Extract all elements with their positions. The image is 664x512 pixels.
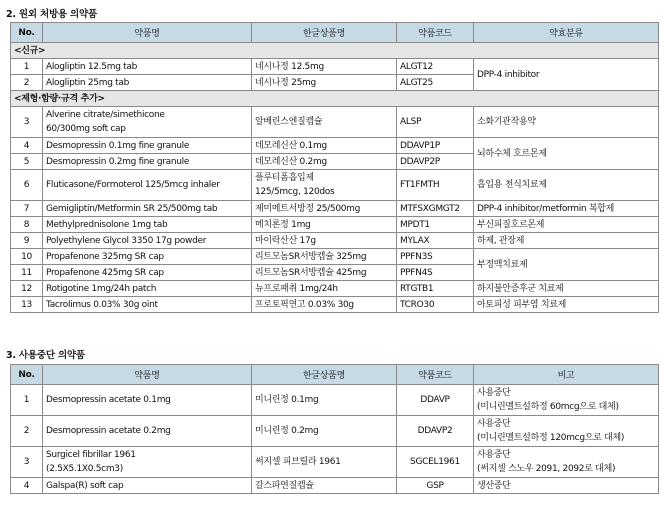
row-no: 1 (11, 385, 43, 416)
row-class: 부신피질호르몬제 (474, 217, 659, 233)
row-korean-name: 네시나정 12.5mg (252, 59, 397, 75)
row-note (474, 416, 659, 447)
row-drug-name (43, 107, 252, 138)
row-drug-code: TCRO30 (397, 297, 474, 313)
row-drug-code: SGCEL1961 (397, 447, 474, 478)
row-drug-code: MTFSXGMGT2 (397, 201, 474, 217)
row-no: 3 (11, 107, 43, 138)
row-class: 아토피성 피부염 치료제 (474, 297, 659, 313)
row-drug-name-line1: Surgicel fibrillar 1961 (46, 450, 136, 460)
table-header-row (11, 365, 659, 385)
section-title-discontinued: 3. 사용중단 의약품 (6, 350, 85, 361)
row-drug-code: ALGT25 (397, 75, 474, 91)
col-header-no: No. (11, 365, 43, 385)
table-row (11, 249, 659, 265)
col-header-no: No. (11, 23, 43, 43)
row-korean-name: 메치론정 1mg (252, 217, 397, 233)
col-header-drug-name: 약품명 (43, 365, 252, 385)
row-note-line2: (미니린멜트설하정 120mcg으로 대체) (477, 433, 625, 443)
row-drug-name: Propafenone 325mg SR cap (43, 249, 252, 265)
row-korean-name: 미니린정 0.1mg (252, 385, 397, 416)
row-korean-name: 데모레신산 0.2mg (252, 154, 397, 170)
row-korean-name: 네시나정 25mg (252, 75, 397, 91)
row-no: 4 (11, 138, 43, 154)
row-korean-name: 리트모놈SR서방캡슐 425mg (252, 265, 397, 281)
table-row (11, 217, 659, 233)
row-class: DPP-4 inhibitor/metformin 복합제 (474, 201, 659, 217)
row-korean-name: 갈스파연질캡슐 (252, 478, 397, 494)
row-drug-code: DDAVP2 (397, 416, 474, 447)
row-drug-code: DDAVP1P (397, 138, 474, 154)
row-note: 생산중단 (474, 478, 659, 494)
row-class: 부정맥치료제 (474, 249, 659, 281)
table-row (11, 107, 659, 138)
group-label-change: <제형·함량·규격 추가> (11, 91, 659, 107)
row-class: 흡입용 천식치료제 (474, 170, 659, 201)
row-drug-name-line2: (2.5X5.1X0.5cm3) (46, 464, 123, 474)
row-no: 8 (11, 217, 43, 233)
table-row (11, 416, 659, 447)
row-class: 하지불안증후군 치료제 (474, 281, 659, 297)
table-row (11, 201, 659, 217)
row-no: 13 (11, 297, 43, 313)
row-drug-code: ALSP (397, 107, 474, 138)
row-korean-name: 프로토픽연고 0.03% 30g (252, 297, 397, 313)
row-korean-name: 알베린스엔질캡슐 (252, 107, 397, 138)
row-no: 6 (11, 170, 43, 201)
row-drug-code: PPFN4S (397, 265, 474, 281)
row-no: 11 (11, 265, 43, 281)
row-no: 2 (11, 75, 43, 91)
table-header-row (11, 23, 659, 43)
row-drug-code: MYLAX (397, 233, 474, 249)
row-no: 10 (11, 249, 43, 265)
row-class: 하제, 관장제 (474, 233, 659, 249)
row-drug-name: Galspa(R) soft cap (43, 478, 252, 494)
row-note-line2: (써지셀 스노우 2091, 2092로 대체) (477, 464, 616, 474)
row-drug-name-line2: 60/300mg soft cap (46, 124, 126, 134)
row-korean-name: 써지셀 피브릴라 1961 (252, 447, 397, 478)
row-drug-name: Rotigotine 1mg/24h patch (43, 281, 252, 297)
row-drug-name (43, 447, 252, 478)
col-header-class: 약효분류 (474, 23, 659, 43)
row-note (474, 385, 659, 416)
table-row (11, 447, 659, 478)
row-no: 4 (11, 478, 43, 494)
row-note-line1: 사용중단 (477, 388, 511, 398)
row-no: 9 (11, 233, 43, 249)
table-row (11, 297, 659, 313)
outpatient-drug-table (10, 22, 659, 313)
row-drug-name: Tacrolimus 0.03% 30g oint (43, 297, 252, 313)
row-korean-name: 제미메트서방정 25/500mg (252, 201, 397, 217)
row-note (474, 447, 659, 478)
col-header-drug-code: 약품코드 (397, 365, 474, 385)
row-drug-name: Gemigliptin/Metformin SR 25/500mg tab (43, 201, 252, 217)
col-header-korean-name: 한글상품명 (252, 365, 397, 385)
row-no: 7 (11, 201, 43, 217)
col-header-korean-name: 한글상품명 (252, 23, 397, 43)
row-korean-name-line1: 플루티폼흡입제 (255, 173, 314, 183)
row-drug-name: Desmopressin acetate 0.2mg (43, 416, 252, 447)
row-drug-code: FT1FMTH (397, 170, 474, 201)
row-drug-name: Propafenone 425mg SR cap (43, 265, 252, 281)
group-row-change (11, 91, 659, 107)
row-korean-name: 리트모놈SR서방캡슐 325mg (252, 249, 397, 265)
row-note-line1: 사용중단 (477, 450, 511, 460)
row-drug-code: DDAVP (397, 385, 474, 416)
discontinued-drug-table (10, 364, 659, 494)
row-drug-name: Desmopressin acetate 0.1mg (43, 385, 252, 416)
row-class: DPP-4 inhibitor (474, 59, 659, 91)
row-drug-name: Desmopressin 0.1mg fine granule (43, 138, 252, 154)
row-note-line2: (미니린멜트설하정 60mcg으로 대체) (477, 402, 619, 412)
col-header-drug-code: 약품코드 (397, 23, 474, 43)
row-no: 3 (11, 447, 43, 478)
section-title-outpatient: 2. 원외 처방용 의약품 (6, 9, 97, 20)
row-drug-name: Alogliptin 25mg tab (43, 75, 252, 91)
row-drug-code: MPDT1 (397, 217, 474, 233)
table-row (11, 233, 659, 249)
row-drug-code: RTGTB1 (397, 281, 474, 297)
row-korean-name: 데모레신산 0.1mg (252, 138, 397, 154)
row-drug-name-line1: Alverine citrate/simethicone (46, 110, 165, 120)
row-drug-code: DDAVP2P (397, 154, 474, 170)
row-korean-name (252, 170, 397, 201)
row-class: 뇌하수체 호르몬제 (474, 138, 659, 170)
row-drug-name: Methylprednisolone 1mg tab (43, 217, 252, 233)
row-drug-name: Desmopressin 0.2mg fine granule (43, 154, 252, 170)
row-korean-name: 뉴프로패취 1mg/24h (252, 281, 397, 297)
row-drug-code: GSP (397, 478, 474, 494)
table-row (11, 138, 659, 154)
row-drug-name: Polyethylene Glycol 3350 17g powder (43, 233, 252, 249)
table-row (11, 170, 659, 201)
row-drug-code: ALGT12 (397, 59, 474, 75)
row-no: 5 (11, 154, 43, 170)
row-korean-name: 마이락산산 17g (252, 233, 397, 249)
row-drug-name: Fluticasone/Formoterol 125/5mcg inhaler (43, 170, 252, 201)
row-note-line1: 사용중단 (477, 419, 511, 429)
col-header-drug-name: 약품명 (43, 23, 252, 43)
row-no: 12 (11, 281, 43, 297)
row-class: 소화기관작용약 (474, 107, 659, 138)
row-korean-name-line2: 125/5mcg, 120dos (255, 187, 335, 197)
row-korean-name: 미니린정 0.2mg (252, 416, 397, 447)
row-drug-code: PPFN3S (397, 249, 474, 265)
group-label-new: <신규> (11, 43, 659, 59)
table-row (11, 59, 659, 75)
group-row-new (11, 43, 659, 59)
row-no: 2 (11, 416, 43, 447)
table-row (11, 478, 659, 494)
col-header-note: 비고 (474, 365, 659, 385)
table-row (11, 281, 659, 297)
row-no: 1 (11, 59, 43, 75)
table-row (11, 385, 659, 416)
row-drug-name: Alogliptin 12.5mg tab (43, 59, 252, 75)
